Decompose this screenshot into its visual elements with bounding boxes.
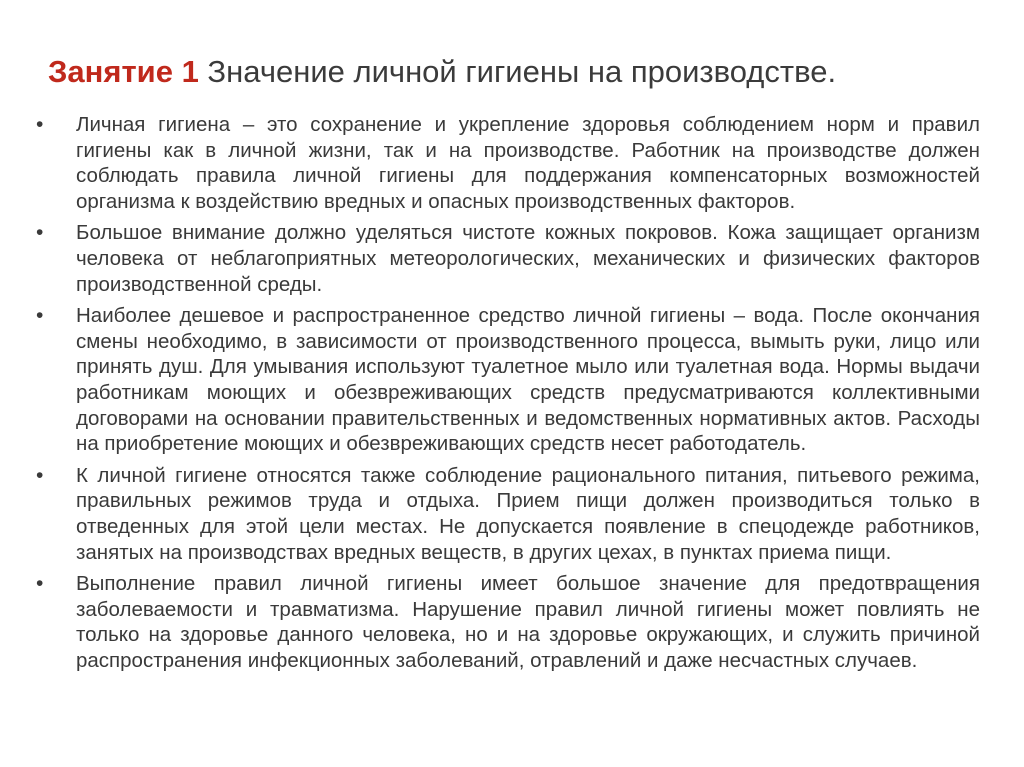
bullet-dot-icon: •	[36, 463, 44, 487]
bullet-item	[36, 463, 980, 565]
bullet-item	[36, 571, 980, 673]
bullet-item	[36, 112, 980, 214]
bullet-dot-icon: •	[36, 113, 44, 136]
bullet-text: Наиболее дешевое и распространенное средство личной гигиены – вода. После окончания смены необходимо, в зависимости от производственного процесса, вымыть руки, лицо или принять душ. Для умывания используют туалетное мыло или туалетная вода. Нормы выдачи работникам моющих и обезвреживающих средств предусматриваются коллективными договорами на основании правительственных и ведомственных нормативных актов. Расходы на приобретение моющих и обезвреживающих средств несет работодатель.	[76, 304, 980, 456]
title-topic: Значение личной гигиены на производстве.	[198, 54, 837, 89]
bullet-list	[36, 112, 980, 679]
bullet-text: Большое внимание должно уделяться чистоте кожных покровов. Кожа защищает организм человека от неблагоприятных метеорологических, механических и физических факторов производственной среды.	[76, 221, 980, 296]
bullet-item	[36, 303, 980, 457]
slide-title	[48, 52, 988, 92]
title-lesson-number: Занятие 1	[48, 54, 199, 89]
bullet-text: К личной гигиене относятся также соблюдение рационального питания, питьевого режима, правильных режимов труда и отдыха. Прием пищи должен производиться только в отведенных для этой цели местах. Не допускается появление в спецодежде работников, занятых на производствах вредных веществ, в других цехах, в пунктах приема пищи.	[76, 463, 980, 564]
bullet-text: Личная гигиена – это сохранение и укрепление здоровья соблюдением норм и правил гигиены как в личной жизни, так и на производстве. Работник на производстве должен соблюдать правила личной гигиены для поддержания компенсаторных возможностей организма к воздействию вредных и опасных производственных факторов.	[76, 113, 980, 213]
bullet-item	[36, 220, 980, 297]
bullet-dot-icon: •	[36, 221, 44, 245]
bullet-dot-icon: •	[36, 304, 44, 328]
bullet-text: Выполнение правил личной гигиены имеет большое значение для предотвращения заболеваемости и травматизма. Нарушение правил личной гигиены может повлиять не только на здоровье данного человека, но и на здоровье окружающих, и служить причиной распространения инфекционных заболеваний, отравлений и даже несчастных случаев.	[76, 572, 980, 672]
bullet-dot-icon: •	[36, 572, 44, 596]
